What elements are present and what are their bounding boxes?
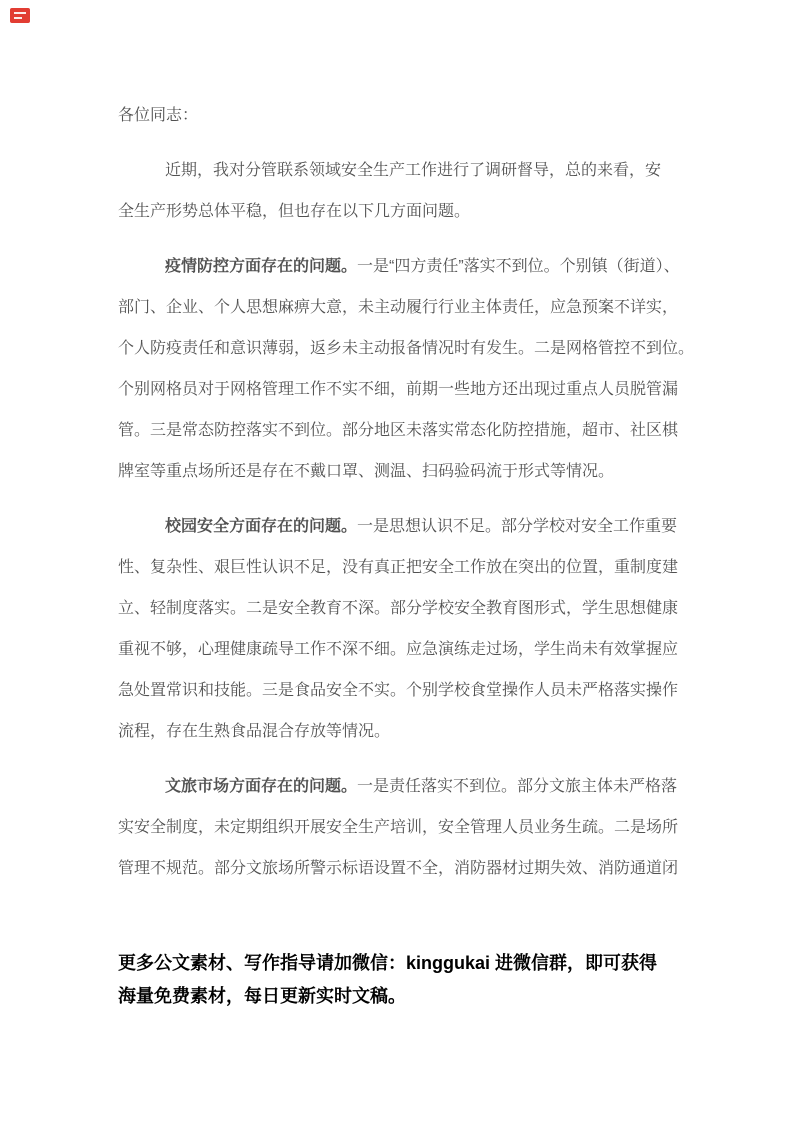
text-line: 管。三是常态防控落实不到位。部分地区未落实常态化防控措施，超市、社区棋 xyxy=(118,422,679,439)
text-line: 部门、企业、个人思想麻痹大意，未主动履行行业主体责任，应急预案不详实， xyxy=(118,299,679,316)
text-line: 管理不规范。部分文旅场所警示标语设置不全，消防器材过期失效、消防通道闭 xyxy=(118,860,679,877)
paragraph xyxy=(118,246,695,492)
text-line: 文旅市场方面存在的问题。一是责任落实不到位。部分文旅主体未严格落 xyxy=(165,778,678,795)
text-line: 校园安全方面存在的问题。一是思想认识不足。部分学校对安全工作重要 xyxy=(165,518,678,535)
text-line: 性、复杂性、艰巨性认识不足，没有真正把安全工作放在突出的位置，重制度建 xyxy=(118,559,679,576)
text-line: 疫情防控方面存在的问题。一是“四方责任”落实不到位。个别镇（街道）、 xyxy=(165,258,680,275)
paragraph xyxy=(118,150,676,232)
seal-mark xyxy=(14,12,26,14)
seal-mark xyxy=(14,17,22,19)
text-line: 个人防疫责任和意识薄弱，返乡未主动报备情况时有发生。二是网格管控不到位。 xyxy=(118,340,695,357)
text-line: 立、轻制度落实。二是安全教育不深。部分学校安全教育图形式，学生思想健康 xyxy=(118,600,679,617)
text-line: 重视不够，心理健康疏导工作不深不细。应急演练走过场，学生尚未有效掌握应 xyxy=(118,641,679,658)
promo-line-2: 海量免费素材，每日更新实时文稿。 xyxy=(118,986,406,1006)
text-line: 近期，我对分管联系领域安全生产工作进行了调研督导，总的来看，安 xyxy=(165,162,662,179)
text-line: 全生产形势总体平稳，但也存在以下几方面问题。 xyxy=(118,203,471,220)
paragraph-lead-bold: 疫情防控方面存在的问题。 xyxy=(165,258,358,275)
text-line: 各位同志： xyxy=(118,107,199,124)
paragraph xyxy=(118,506,679,752)
text-line: 实安全制度，未定期组织开展安全生产培训，安全管理人员业务生疏。二是场所 xyxy=(118,819,679,836)
promo-line-1: 更多公文素材、写作指导请加微信：kinggukai 进微信群，即可获得 xyxy=(118,953,658,973)
paragraph-lead-bold: 文旅市场方面存在的问题。 xyxy=(165,778,358,795)
paragraph xyxy=(118,95,676,136)
text-line: 牌室等重点场所还是存在不戴口罩、测温、扫码验码流于形式等情况。 xyxy=(118,463,615,480)
paragraph xyxy=(118,766,679,889)
red-seal-icon xyxy=(10,8,30,23)
document-body xyxy=(118,95,695,903)
text-line: 流程，存在生熟食品混合存放等情况。 xyxy=(118,723,391,740)
promo-footer xyxy=(118,947,758,1013)
text-line: 个别网格员对于网格管理工作不实不细，前期一些地方还出现过重点人员脱管漏 xyxy=(118,381,679,398)
text-line: 急处置常识和技能。三是食品安全不实。个别学校食堂操作人员未严格落实操作 xyxy=(118,682,679,699)
paragraph-lead-bold: 校园安全方面存在的问题。 xyxy=(165,518,358,535)
